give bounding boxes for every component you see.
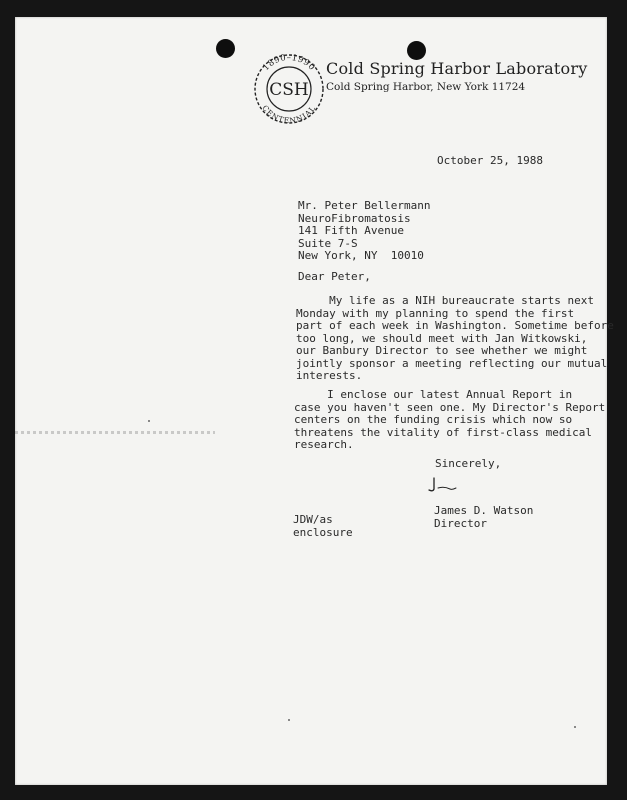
punch-hole-left [216,39,235,58]
recipient-city: New York, NY 10010 [298,249,424,262]
body-line: My life as a NIH bureaucrate starts next [296,294,595,307]
recipient-street: 141 Fifth Avenue [298,224,404,237]
punch-hole-right [407,41,426,60]
reference-initials: JDW/as [293,513,333,526]
body-line: centers on the funding crisis which now so [294,413,573,426]
signer-name: James D. Watson [434,504,534,517]
body-line: research. [294,438,354,451]
enclosure-note: enclosure [293,525,353,539]
svg-text:CENTENNIAL: CENTENNIAL [260,103,318,126]
svg-text:1890–1990: 1890–1990 [261,53,317,73]
recipient-name: Mr. Peter Bellermann [298,199,431,212]
speck [288,719,290,721]
body-line: interests. [296,369,363,382]
body-line: threatens the vitality of first-class medical [294,425,593,439]
csh-centennial-logo [250,50,328,128]
speck [574,726,576,728]
body-line: case you haven't seen one. My Director's Report [294,400,606,414]
body-line: I enclose our latest Annual Report in [294,388,573,401]
scan-mark [15,431,215,434]
closing: Sincerely, [435,457,502,470]
organization-name: Cold Spring Harbor Laboratory [326,59,588,78]
organization-address: Cold Spring Harbor, New York 11724 [326,81,526,93]
body-line: Monday with my planning to spend the first [296,306,575,320]
salutation: Dear Peter, [298,270,371,283]
body-line: part of each week in Washington. Sometime before [296,319,614,332]
recipient-suite: Suite 7-S [298,236,358,250]
letter-date: October 25, 1988 [437,154,543,167]
body-line: too long, we should meet with Jan Witkowski, [296,331,588,345]
signer-title: Director [434,516,487,530]
handwritten-signature [422,474,462,494]
speck [148,420,150,422]
body-line: jointly sponsor a meeting reflecting our mutual [296,356,608,370]
body-line: our Banbury Director to see whether we might [296,344,588,357]
svg-text:CSH: CSH [269,80,309,100]
recipient-org: NeuroFibromatosis [298,211,411,225]
